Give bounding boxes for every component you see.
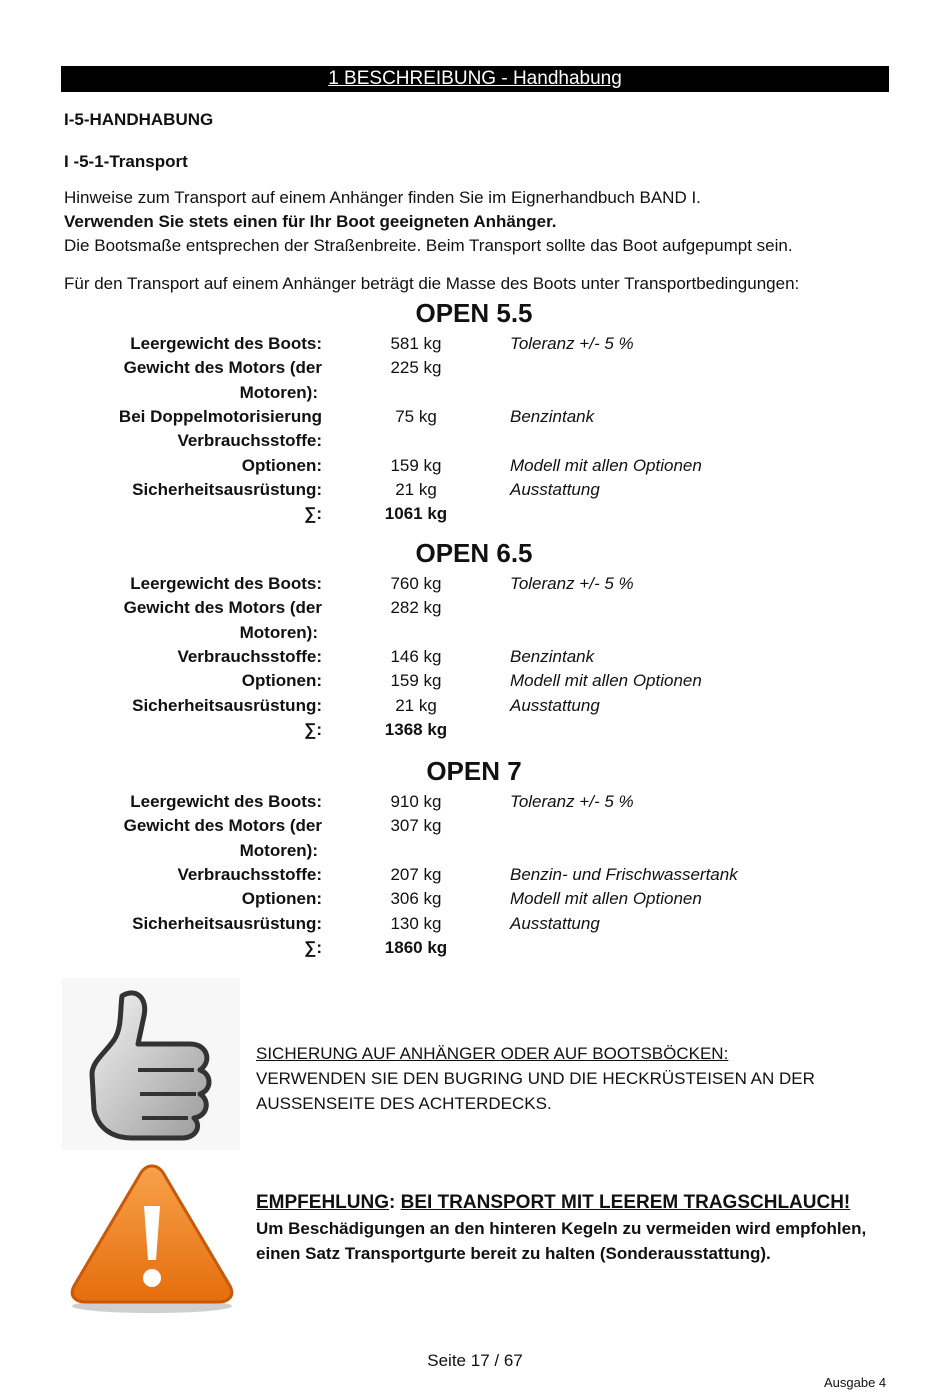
weight-label: Verbrauchsstoffe:: [177, 431, 322, 451]
weight-value: 307 kg: [390, 816, 442, 836]
model-title: OPEN 7: [426, 756, 522, 786]
weight-value: 910 kg: [390, 792, 442, 811]
weight-note: Benzintank: [510, 646, 595, 666]
warning-label: EMPFEHLUNG: [256, 1192, 389, 1213]
weight-row: [0, 332, 950, 356]
weight-note: Modell mit allen Optionen: [510, 455, 702, 475]
weight-label: Optionen:: [241, 671, 322, 691]
weight-note: Benzintank: [510, 406, 595, 426]
weight-note: Benzin- und Frischwassertank: [510, 864, 738, 884]
weight-row: [0, 429, 950, 453]
weight-row: [0, 669, 950, 693]
weight-row: [0, 912, 950, 936]
weight-value: 21 kg: [395, 479, 437, 499]
weight-row: [0, 454, 950, 478]
weight-label: Gewicht des Motors (der: [123, 816, 322, 836]
weight-row: [0, 596, 950, 620]
page-number: Seite 17 / 67: [427, 1351, 523, 1370]
weight-label: Sicherheitsausrüstung:: [132, 479, 322, 499]
weight-note: Modell mit allen Optionen: [510, 889, 702, 909]
warning-line-2: einen Satz Transportgurte bereit zu halten (Sonderausstattung).: [256, 1244, 771, 1263]
weight-value: 581 kg: [390, 334, 442, 353]
weight-note: Ausstattung: [510, 479, 600, 499]
weight-label: Sicherheitsausrüstung:: [132, 913, 322, 933]
weight-value: 159 kg: [390, 671, 442, 691]
weight-row: [0, 814, 950, 838]
weight-note: Toleranz +/- 5 %: [510, 792, 634, 811]
weight-row: [0, 887, 950, 911]
weight-row: [0, 694, 950, 718]
weight-value: 1061 kg: [384, 504, 448, 524]
weight-value: 1368 kg: [384, 719, 448, 739]
weight-note: Ausstattung: [510, 695, 600, 715]
weight-note: Ausstattung: [510, 913, 600, 933]
weight-value: 130 kg: [390, 913, 442, 933]
weight-label: ∑:: [304, 504, 322, 524]
weight-note: Modell mit allen Optionen: [510, 671, 702, 691]
intro-paragraph: [64, 186, 894, 258]
model-title: OPEN 5.5: [415, 298, 533, 328]
weight-row: [0, 718, 950, 742]
weight-row: [0, 621, 950, 645]
tip-notice: [256, 1041, 906, 1116]
weight-row: [0, 936, 950, 960]
weight-label: Gewicht des Motors (der: [123, 358, 322, 378]
weight-label: ∑:: [304, 719, 322, 739]
weight-row: [0, 502, 950, 526]
weight-value: 207 kg: [390, 864, 442, 884]
weight-label: Motoren):: [239, 382, 318, 402]
model-title: OPEN 6.5: [415, 538, 533, 568]
weight-value: 75 kg: [395, 406, 437, 426]
weight-row: [0, 572, 950, 596]
tip-line-1: VERWENDEN SIE DEN BUGRING UND DIE HECKRÜSTEISEN AN DER: [256, 1069, 815, 1088]
weight-row: [0, 356, 950, 380]
weight-label: Motoren):: [239, 840, 318, 860]
intro-line-4: Für den Transport auf einem Anhänger beträgt die Masse des Boots unter Transportbedingungen:: [64, 274, 800, 293]
edition-label: Ausgabe 4: [824, 1375, 887, 1390]
weight-label: Bei Doppelmotorisierung: [118, 406, 322, 426]
warning-triangle-icon: [66, 1160, 238, 1316]
weight-value: 1860 kg: [384, 937, 448, 957]
weight-value: 282 kg: [390, 598, 442, 618]
weight-value: 21 kg: [395, 695, 437, 715]
thumbs-up-icon: [62, 978, 240, 1150]
weight-row: [0, 863, 950, 887]
weight-row: [0, 645, 950, 669]
weight-label: ∑:: [304, 937, 322, 957]
weight-row: [0, 381, 950, 405]
weight-value: 306 kg: [390, 889, 442, 909]
weight-note: Toleranz +/- 5 %: [510, 334, 634, 353]
weight-label: Verbrauchsstoffe:: [177, 646, 322, 666]
weight-row: [0, 790, 950, 814]
warning-title: BEI TRANSPORT MIT LEEREM TRAGSCHLAUCH!: [400, 1192, 851, 1213]
tip-title: SICHERUNG AUF ANHÄNGER ODER AUF BOOTSBÖCKEN:: [256, 1044, 729, 1063]
section-heading: I-5-HANDHABUNG: [64, 110, 214, 129]
weight-note: Toleranz +/- 5 %: [510, 574, 634, 593]
warning-notice: [256, 1190, 906, 1266]
weight-label: Optionen:: [241, 455, 322, 475]
weight-row: [0, 839, 950, 863]
tip-line-2: AUSSENSEITE DES ACHTERDECKS.: [256, 1094, 552, 1113]
weight-value: 159 kg: [390, 455, 442, 475]
page-header-bar: [61, 66, 889, 92]
weight-label: Leergewicht des Boots:: [130, 792, 322, 811]
weight-value: 760 kg: [390, 574, 442, 593]
weight-row: [0, 405, 950, 429]
weight-label: Verbrauchsstoffe:: [177, 864, 322, 884]
weight-row: [0, 478, 950, 502]
weight-label: Optionen:: [241, 889, 322, 909]
weight-label: Leergewicht des Boots:: [130, 334, 322, 353]
intro-line-2: Verwenden Sie stets einen für Ihr Boot geeigneten Anhänger.: [64, 212, 557, 231]
weight-label: Motoren):: [239, 622, 318, 642]
subsection-heading: I -5-1-Transport: [64, 152, 188, 171]
intro-line-3: Die Bootsmaße entsprechen der Straßenbreite. Beim Transport sollte das Boot aufgepumpt sein.: [64, 236, 793, 255]
weight-label: Gewicht des Motors (der: [123, 598, 322, 618]
warning-heading: [256, 1190, 906, 1216]
warning-line-1: Um Beschädigungen an den hinteren Kegeln zu vermeiden wird empfohlen,: [256, 1219, 867, 1238]
intro-line-1: Hinweise zum Transport auf einem Anhänger finden Sie im Eignerhandbuch BAND I.: [64, 188, 701, 207]
weight-value: 146 kg: [390, 646, 442, 666]
page-header-title: 1 BESCHREIBUNG - Handhabung: [328, 68, 622, 89]
weight-label: Leergewicht des Boots:: [130, 574, 322, 593]
warning-colon: :: [389, 1192, 396, 1213]
weight-value: 225 kg: [390, 358, 442, 378]
weight-label: Sicherheitsausrüstung:: [132, 695, 322, 715]
